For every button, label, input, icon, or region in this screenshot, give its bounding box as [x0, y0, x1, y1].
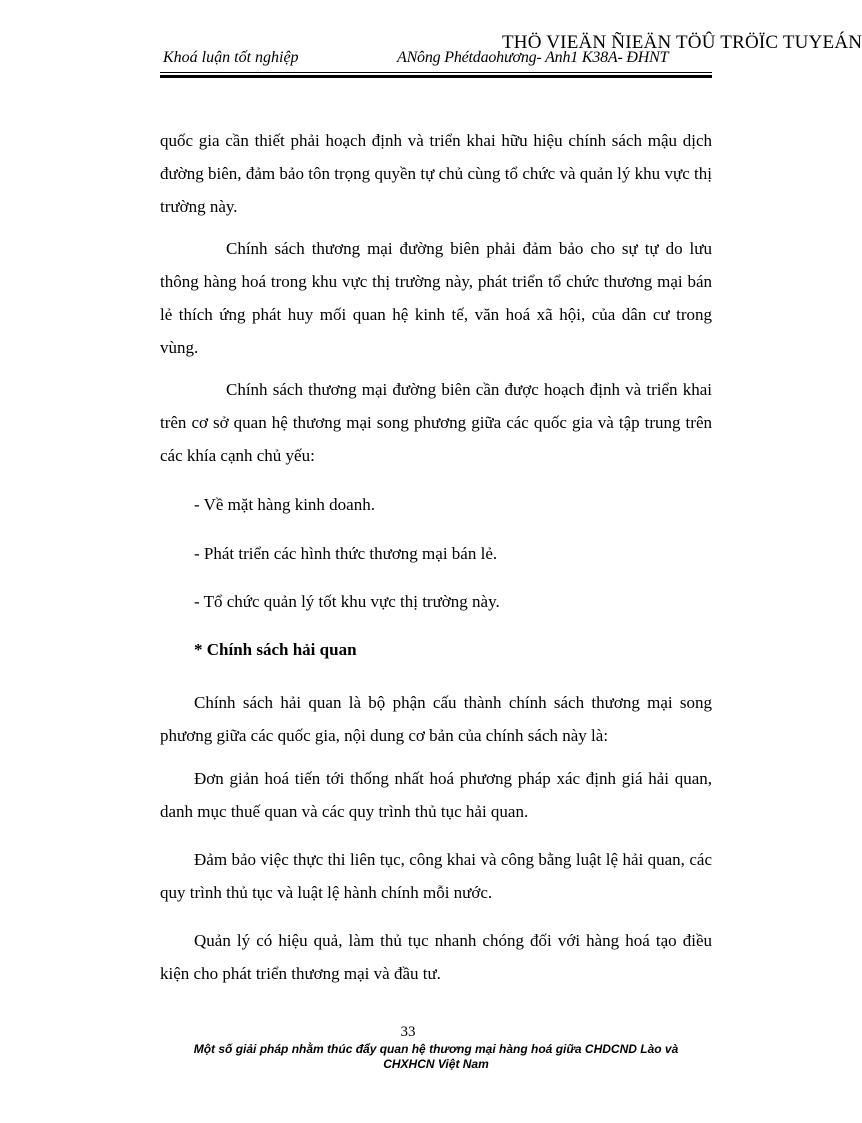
page-number: 33 — [400, 1024, 416, 1040]
paragraph-simplification: Đơn giản hoá tiến tới thống nhất hoá phương pháp xác định giá hải quan, danh mục thuế quan và các quy trình thủ tục hải quan. — [160, 769, 712, 821]
page-footer — [160, 1042, 712, 1072]
paragraph-management: Quản lý có hiệu quả, làm thủ tục nhanh chóng đối với hàng hoá tạo điều kiện cho phát triển thương mại và đầu tư. — [160, 931, 712, 983]
paragraph-policy-aspects: Chính sách thương mại đường biên cần được hoạch định và triển khai trên cơ sở quan hệ thương mại song phương giữa các quốc gia và tập trung trên các khía cạnh chủ yếu: — [160, 380, 712, 465]
list-item: - Phát triển các hình thức thương mại bán lẻ. — [194, 544, 498, 563]
header-rule-thick — [160, 75, 712, 78]
section-heading: * Chính sách hải quan — [194, 640, 357, 659]
paragraph-continued: quốc gia cần thiết phải hoạch định và triển khai hữu hiệu chính sách mậu dịch đường biên, đảm bảo tôn trọng quyền tự chủ cùng tổ chức và quản lý khu vực thị trường này. — [160, 131, 712, 216]
header-rule-thin — [160, 72, 712, 73]
list-item: - Về mặt hàng kinh doanh. — [194, 495, 375, 514]
paragraph-enforcement: Đảm bảo việc thực thi liên tục, công khai và công bằng luật lệ hải quan, các quy trình thủ tục và luật lệ hành chính mỗi nước. — [160, 850, 712, 902]
library-watermark: THÖ VIEÄN ÑIEÄN TÖÛ TRÖÏC TUYEÁN — [502, 32, 862, 53]
footer-title-line-2: CHXHCN Việt Nam — [383, 1057, 489, 1071]
thesis-label: Khoá luận tốt nghiệp — [163, 49, 299, 66]
paragraph-border-trade-policy: Chính sách thương mại đường biên phải đảm bảo cho sự tự do lưu thông hàng hoá trong khu vực thị trường này, phát triển tổ chức thương mại bán lẻ thích ứng phát huy mối quan hệ kinh tế, văn hoá xã hội, của dân cư trong vùng. — [160, 239, 712, 357]
list-item: - Tổ chức quản lý tốt khu vực thị trường này. — [194, 592, 500, 611]
footer-title-line-1: Một số giải pháp nhằm thúc đẩy quan hệ thương mại hàng hoá giữa CHDCND Lào và — [193, 1042, 679, 1056]
author-label: ANông Phétdaohương- Anh1 K38A- ĐHNT — [397, 49, 669, 66]
paragraph-customs-policy: Chính sách hải quan là bộ phận cấu thành chính sách thương mại song phương giữa các quốc gia, nội dung cơ bản của chính sách này là: — [160, 693, 712, 745]
